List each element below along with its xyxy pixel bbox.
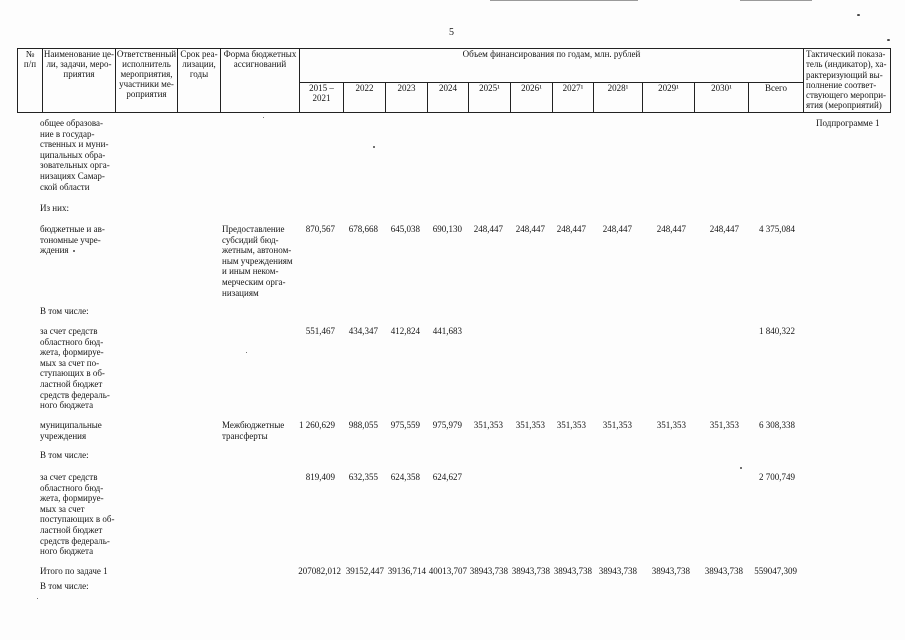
- value-2023: 624,358: [390, 472, 420, 482]
- header-term-text: Срок реа-: [180, 49, 218, 59]
- header-cell-term: [178, 49, 221, 113]
- row-name-line: учреждения: [40, 430, 87, 441]
- row-name-line: муниципальные: [40, 420, 102, 430]
- row-name-line: бюджетные и ав-: [40, 224, 105, 234]
- header-form-text: Форма бюджетных: [223, 49, 297, 59]
- row-form-line: Межбюджетные: [222, 420, 285, 430]
- value-2026: 351,353: [515, 420, 545, 430]
- value-2015-2021: 551,467: [305, 326, 335, 336]
- value-2028: 351,353: [602, 420, 632, 430]
- header-indicator-text: Тактический показа-: [806, 49, 886, 59]
- row-name-regional-funds: [40, 326, 110, 411]
- value-2030: 38943,738: [704, 566, 743, 576]
- header-responsible-text: мероприятия,: [120, 69, 173, 79]
- value-2028: 248,447: [602, 224, 632, 234]
- header-cell-indicator: [804, 49, 891, 113]
- row-name-line: ластной бюджет: [40, 524, 103, 535]
- value-2024: 624,627: [432, 472, 462, 482]
- header-indicator-text: полнение соответ-: [806, 79, 877, 90]
- header-name-text: приятия: [63, 69, 95, 79]
- value-2022: 434,347: [348, 326, 378, 336]
- row-name-task-total: Итого по задаче 1: [40, 566, 108, 576]
- header-term-text: годы: [189, 69, 209, 79]
- row-label-including: В том числе:: [40, 450, 89, 460]
- row-name-line: ние в государ-: [40, 128, 95, 139]
- value-2022: 678,668: [348, 224, 378, 234]
- header-financing-text: Объем финансирования по годам, млн. рублей: [462, 49, 641, 59]
- value-2027: 38943,738: [553, 566, 592, 576]
- header-term-text: лизации,: [182, 59, 216, 69]
- header-cell-year-2027: 2027¹: [553, 83, 594, 113]
- scan-speck: [740, 467, 742, 469]
- row-name-line: общее образова-: [40, 118, 103, 128]
- header-cell-year-2024: 2024: [428, 83, 469, 113]
- row-form-line: жетным, автоном-: [222, 245, 292, 256]
- header-responsible-text: участники ме-: [119, 79, 174, 89]
- header-cell-year-2028: 2028¹: [594, 83, 643, 113]
- value-2025: 38943,738: [469, 566, 508, 576]
- row-name-line: ждения: [40, 245, 69, 256]
- header-cell-responsible: [116, 49, 178, 113]
- value-2030: 248,447: [709, 224, 739, 234]
- row-name-line: ного бюджета: [40, 400, 94, 411]
- table-header: [17, 48, 891, 113]
- header-responsible-text: Ответственный: [116, 49, 177, 59]
- header-cell-year-2026: 2026¹: [511, 83, 553, 113]
- value-2015-2021: 870,567: [305, 224, 335, 234]
- row-name-line: жета, формируе-: [40, 493, 104, 504]
- value-2029: 351,353: [656, 420, 686, 430]
- row-name-line: ской области: [40, 181, 90, 192]
- row-name-line: жета, формируе-: [40, 347, 104, 358]
- row-form-line: ным учреждениям: [222, 255, 293, 266]
- row-values: [0, 472, 905, 483]
- value-2027: 351,353: [556, 420, 586, 430]
- value-total: 1 840,322: [759, 326, 795, 336]
- value-2023: 975,559: [390, 420, 420, 430]
- row-name-line: ственных и муни-: [40, 139, 109, 150]
- row-label-of-them: Из них:: [40, 203, 69, 213]
- scan-edge-line: [740, 0, 812, 1]
- row-form-line: и иным неком-: [222, 266, 279, 277]
- row-form-line: трансферты: [222, 430, 268, 441]
- row-name-line: ципальных обра-: [40, 149, 106, 160]
- value-total: 4 375,084: [759, 224, 795, 234]
- row-name-line: средств федераль-: [40, 535, 110, 546]
- row-form-line: Предоставление: [222, 224, 285, 234]
- header-form-text: ассигнований: [233, 59, 287, 69]
- header-period-text: 2015 –: [309, 83, 334, 93]
- row-name-line: зовательных орга-: [40, 160, 110, 171]
- row-name-line: поступающих в об-: [40, 514, 115, 525]
- scan-speck: [857, 14, 860, 16]
- header-cell-year-2022: 2022: [344, 83, 386, 113]
- row-values: [0, 326, 905, 337]
- header-cell-period: [300, 83, 344, 113]
- page-number: 5: [449, 27, 454, 38]
- value-2029: 38943,738: [651, 566, 690, 576]
- row-name-line: областного бюд-: [40, 482, 104, 493]
- value-total: 559047,309: [754, 566, 797, 576]
- scan-speck: [263, 117, 264, 118]
- row-name-line: областного бюд-: [40, 336, 104, 347]
- header-cell-year-2030: 2030¹: [695, 83, 749, 113]
- row-name-line: ного бюджета: [40, 546, 94, 557]
- row-form-line: субсидий бюд-: [222, 234, 279, 245]
- row-form-line: мерческим орга-: [222, 276, 286, 287]
- scan-speck: [373, 146, 375, 148]
- value-2025: 351,353: [473, 420, 503, 430]
- row-label-including: В том числе:: [40, 306, 89, 316]
- value-total: 6 308,338: [759, 420, 795, 430]
- row-name-line: мых за счет: [40, 503, 85, 514]
- row-values-total: [0, 566, 905, 577]
- header-period-text: 2021: [312, 93, 331, 103]
- header-cell-name: [43, 49, 116, 113]
- header-cell-financing: [300, 49, 804, 83]
- row-name-line: средств федераль-: [40, 389, 110, 400]
- row-label-including: В том числе:: [40, 581, 89, 591]
- value-2023: 412,824: [390, 326, 420, 336]
- value-2022: 632,355: [348, 472, 378, 482]
- row-name-line: тономные учре-: [40, 234, 101, 245]
- value-2027: 248,447: [556, 224, 586, 234]
- value-2029: 248,447: [656, 224, 686, 234]
- value-2024: 690,130: [432, 224, 462, 234]
- row-form-subsidies: [222, 224, 293, 298]
- row-name-line: за счет средств: [40, 472, 98, 482]
- header-responsible-text: исполнитель: [122, 59, 171, 69]
- value-total: 2 700,749: [759, 472, 795, 482]
- row-name-line: низациях Самар-: [40, 170, 105, 181]
- value-2028: 38943,738: [598, 566, 637, 576]
- row-values: [0, 420, 905, 431]
- header-cell-total: Всего: [749, 83, 804, 113]
- header-indicator-text: тель (индикатор), ха-: [806, 59, 887, 70]
- row-form-line: низациям: [222, 287, 259, 298]
- value-2024: 40013,707: [428, 566, 467, 576]
- row-name-general-education: [40, 118, 110, 192]
- value-2025: 248,447: [473, 224, 503, 234]
- row-name-line: ластной бюджет: [40, 378, 103, 389]
- header-cell-year-2029: 2029¹: [643, 83, 695, 113]
- header-cell-form: [221, 49, 300, 113]
- row-name-regional-funds: [40, 472, 114, 557]
- value-2024: 441,683: [432, 326, 462, 336]
- value-2030: 351,353: [709, 420, 739, 430]
- value-2015-2021: 1 260,629: [299, 420, 335, 430]
- value-2026: 38943,738: [511, 566, 550, 576]
- header-name-text: ли, задачи, меро-: [46, 59, 112, 69]
- row-name-line: ступающих в об-: [40, 368, 105, 379]
- value-2015-2021: 819,409: [305, 472, 335, 482]
- header-responsible-text: роприятия: [126, 89, 167, 99]
- row-name-line: мых за счет по-: [40, 357, 100, 368]
- row-indicator: Подпрограмме 1: [816, 118, 880, 128]
- header-number-text: №: [25, 49, 35, 59]
- row-name-line: за счет средств: [40, 326, 98, 336]
- header-cell-year-2025: 2025¹: [469, 83, 511, 113]
- value-2023: 645,038: [390, 224, 420, 234]
- header-cell-year-2023: 2023: [386, 83, 428, 113]
- header-cell-number: [18, 49, 43, 113]
- header-indicator-text: ствующего меропри-: [806, 90, 887, 101]
- value-2015-2021: 207082,012: [298, 566, 341, 576]
- value-2022: 39152,447: [345, 566, 384, 576]
- row-values: [0, 224, 905, 235]
- value-2024: 975,979: [432, 420, 462, 430]
- header-number-text: п/п: [23, 59, 37, 69]
- value-2022: 988,055: [348, 420, 378, 430]
- scan-speck: [37, 598, 38, 599]
- header-indicator-text: ятия (мероприятий): [806, 100, 882, 111]
- scan-speck: [887, 39, 890, 41]
- value-2023: 39136,714: [387, 566, 426, 576]
- scan-edge-line: [490, 0, 638, 1]
- value-2026: 248,447: [515, 224, 545, 234]
- header-name-text: Наименование це-: [43, 49, 115, 59]
- scan-speck: [246, 352, 247, 353]
- header-indicator-text: рактеризующий вы-: [806, 69, 883, 80]
